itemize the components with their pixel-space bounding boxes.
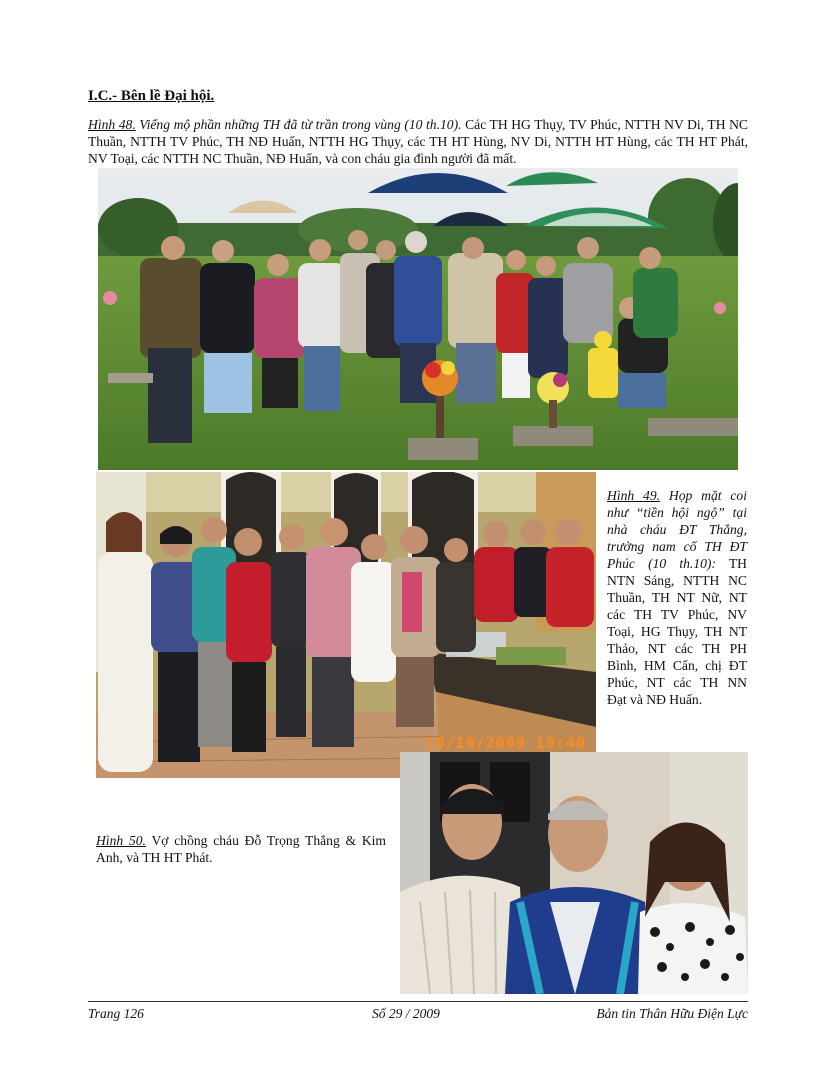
figure-50-text: Vợ chồng cháu Đỗ Trọng Thắng & Kim Anh, và TH HT Phát. bbox=[96, 833, 387, 865]
date-stamp: 10/10/2009 19:40 bbox=[425, 734, 586, 752]
figure-50-photo bbox=[400, 752, 748, 994]
figure-50-label: Hình 50. bbox=[96, 833, 146, 848]
figure-49-photo bbox=[96, 472, 596, 778]
figure-49-text: TH NTN Sáng, NTTH NC Thuần, TH NT Nữ, NT các TH TV Phúc, NV Toại, HG Thụy, TH NT Thảo, NT các TH PH Bình, HM Cẩn, chị ĐT Phúc, NT các TH NN Đạt và NĐ Huấn. bbox=[607, 556, 747, 707]
footer-issue: Số 29 / 2009 bbox=[372, 1006, 440, 1021]
footer-page-number: Trang 126 bbox=[88, 1006, 144, 1021]
figure-49-caption bbox=[607, 487, 747, 708]
figure-49-label: Hình 49. bbox=[607, 488, 661, 503]
figure-48-photo bbox=[98, 168, 738, 470]
section-heading: I.C.- Bên lề Đại hội. bbox=[88, 88, 215, 104]
figure-48-label: Hình 48. bbox=[88, 117, 136, 132]
figure-48-text: Các TH HG Thụy, TV Phúc, NTTH NV Di, TH NC Thuần, NTTH TV Phúc, TH NĐ Huấn, NTTH HG Thụy, các TH HT Hùng, NV Di, NTTH HT Hùng, các TH HT Phát, NV Toại, các NTTH NC Thuần, NĐ Huấn, và con cháu gia đình người đã mất. bbox=[88, 117, 748, 166]
figure-50-caption bbox=[96, 832, 386, 866]
figure-49-title: Họp mặt coi như “tiền hội ngộ” tại nhà cháu ĐT Thắng, trưởng nam cố TH ĐT Phúc (10 th.10): bbox=[607, 488, 747, 571]
figure-48-title: Viếng mộ phần những TH đã từ trần trong vùng (10 th.10). bbox=[139, 117, 462, 132]
figure-48-caption bbox=[88, 116, 748, 167]
footer-divider bbox=[88, 1001, 748, 1002]
footer-publication: Bản tin Thân Hữu Điện Lực bbox=[596, 1006, 748, 1021]
